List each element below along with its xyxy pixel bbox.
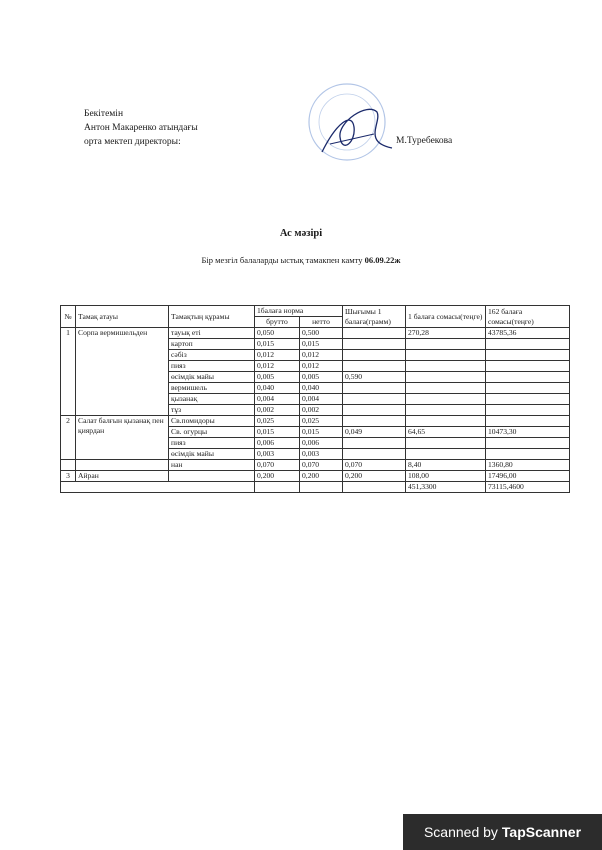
row-yield: 0,590	[343, 372, 406, 383]
total-empty	[255, 482, 300, 493]
row-cost162: 1360,80	[486, 460, 570, 471]
header-composition: Тамақтың құрамы	[169, 306, 255, 328]
row-netto: 0,040	[300, 383, 343, 394]
header-num: №	[61, 306, 76, 328]
subtitle-date: 06.09.22ж	[364, 255, 401, 265]
row-netto: 0,004	[300, 394, 343, 405]
table-row	[61, 471, 570, 482]
row-yield	[343, 328, 406, 339]
row-cost162	[486, 372, 570, 383]
total-empty	[343, 482, 406, 493]
row-item: тұз	[169, 405, 255, 416]
row-num	[61, 460, 76, 471]
row-yield	[343, 350, 406, 361]
row-brutto: 0,002	[255, 405, 300, 416]
row-item: өсімдік майы	[169, 449, 255, 460]
approval-block	[84, 107, 198, 149]
row-item: вермишель	[169, 383, 255, 394]
row-item	[169, 471, 255, 482]
row-netto: 0,070	[300, 460, 343, 471]
header-dish: Тамақ атауы	[76, 306, 169, 328]
document-subtitle	[0, 255, 602, 265]
row-netto: 0,002	[300, 405, 343, 416]
row-cost162	[486, 394, 570, 405]
row-brutto: 0,200	[255, 471, 300, 482]
row-item: картоп	[169, 339, 255, 350]
row-netto: 0,015	[300, 427, 343, 438]
row-cost162	[486, 449, 570, 460]
row-item: пияз	[169, 361, 255, 372]
row-netto: 0,025	[300, 416, 343, 427]
row-cost162	[486, 339, 570, 350]
row-dish	[76, 460, 169, 471]
header-cost1: 1 балаға сомасы(теңге)	[406, 306, 486, 328]
row-cost162: 43785,36	[486, 328, 570, 339]
row-cost1: 270,28	[406, 328, 486, 339]
banner-prefix: Scanned by	[423, 824, 498, 840]
row-brutto: 0,050	[255, 328, 300, 339]
row-brutto: 0,040	[255, 383, 300, 394]
row-yield	[343, 383, 406, 394]
row-netto: 0,003	[300, 449, 343, 460]
row-netto: 0,012	[300, 350, 343, 361]
director-name: М.Туребекова	[396, 136, 453, 146]
row-cost162	[486, 383, 570, 394]
approval-line-1: Бекітемін	[84, 109, 124, 119]
stamp-signature-image	[282, 82, 412, 172]
header-consumption: Шығымы 1 балаға(грамм)	[343, 306, 406, 328]
menu-table	[60, 305, 570, 493]
header-netto: нетто	[300, 317, 343, 328]
header-norm: 1балаға норма	[255, 306, 343, 317]
row-brutto: 0,015	[255, 339, 300, 350]
header-brutto: брутто	[255, 317, 300, 328]
row-cost1	[406, 416, 486, 427]
row-brutto: 0,070	[255, 460, 300, 471]
document-title: Ас мәзірі	[279, 228, 323, 239]
menu-table-body	[61, 328, 570, 493]
row-brutto: 0,025	[255, 416, 300, 427]
row-item: қызанақ	[169, 394, 255, 405]
row-brutto: 0,012	[255, 350, 300, 361]
row-yield: 0,049	[343, 427, 406, 438]
row-item: пияз	[169, 438, 255, 449]
row-netto: 0,005	[300, 372, 343, 383]
total-empty	[61, 482, 255, 493]
subtitle-text: Бір мезгіл балаларды ыстық тамакпен камту	[201, 255, 363, 265]
row-yield	[343, 361, 406, 372]
row-cost1	[406, 449, 486, 460]
row-brutto: 0,005	[255, 372, 300, 383]
row-cost1	[406, 361, 486, 372]
row-cost1: 108,00	[406, 471, 486, 482]
row-netto: 0,500	[300, 328, 343, 339]
row-dish: Айран	[76, 471, 169, 482]
row-yield	[343, 394, 406, 405]
row-cost1	[406, 339, 486, 350]
header-cost162: 162 балаға сомасы(теңге)	[486, 306, 570, 328]
row-dish: Салат балғын қызанақ пен қиярдан	[76, 416, 169, 460]
approval-line-2: Антон Макаренко атындағы	[84, 123, 198, 133]
row-cost162	[486, 416, 570, 427]
row-yield: 0,200	[343, 471, 406, 482]
total-empty	[300, 482, 343, 493]
row-cost162	[486, 361, 570, 372]
row-cost162	[486, 350, 570, 361]
row-cost1	[406, 350, 486, 361]
approval-line-3: орта мектеп директоры:	[84, 137, 181, 147]
row-cost1	[406, 383, 486, 394]
row-dish: Сорпа вермишельден	[76, 328, 169, 416]
row-item: өсімдік майы	[169, 372, 255, 383]
table-row	[61, 328, 570, 339]
scanner-banner	[403, 814, 602, 850]
row-netto: 0,006	[300, 438, 343, 449]
row-cost162	[486, 405, 570, 416]
table-header-row	[61, 306, 570, 317]
row-item: нан	[169, 460, 255, 471]
row-cost1	[406, 438, 486, 449]
row-cost162: 17496,00	[486, 471, 570, 482]
total-cost1: 451,3300	[406, 482, 486, 493]
row-item: сәбіз	[169, 350, 255, 361]
row-yield	[343, 405, 406, 416]
row-cost1: 64,65	[406, 427, 486, 438]
row-cost1	[406, 405, 486, 416]
row-yield	[343, 438, 406, 449]
row-item: тауық еті	[169, 328, 255, 339]
row-netto: 0,015	[300, 339, 343, 350]
row-num: 2	[61, 416, 76, 460]
row-netto: 0,012	[300, 361, 343, 372]
banner-brand: TapScanner	[501, 824, 582, 840]
table-row	[61, 416, 570, 427]
row-cost162	[486, 438, 570, 449]
row-cost162: 10473,30	[486, 427, 570, 438]
total-row	[61, 482, 570, 493]
row-num: 3	[61, 471, 76, 482]
row-cost1: 8,40	[406, 460, 486, 471]
row-brutto: 0,003	[255, 449, 300, 460]
row-item: Св. огурцы	[169, 427, 255, 438]
row-num: 1	[61, 328, 76, 416]
total-cost162: 73115,4600	[486, 482, 570, 493]
row-cost1	[406, 394, 486, 405]
row-item: Св.помидоры	[169, 416, 255, 427]
row-cost1	[406, 372, 486, 383]
row-brutto: 0,006	[255, 438, 300, 449]
row-brutto: 0,012	[255, 361, 300, 372]
table-row	[61, 460, 570, 471]
row-netto: 0,200	[300, 471, 343, 482]
row-yield	[343, 416, 406, 427]
row-brutto: 0,015	[255, 427, 300, 438]
row-yield	[343, 449, 406, 460]
row-yield: 0,070	[343, 460, 406, 471]
row-yield	[343, 339, 406, 350]
row-brutto: 0,004	[255, 394, 300, 405]
